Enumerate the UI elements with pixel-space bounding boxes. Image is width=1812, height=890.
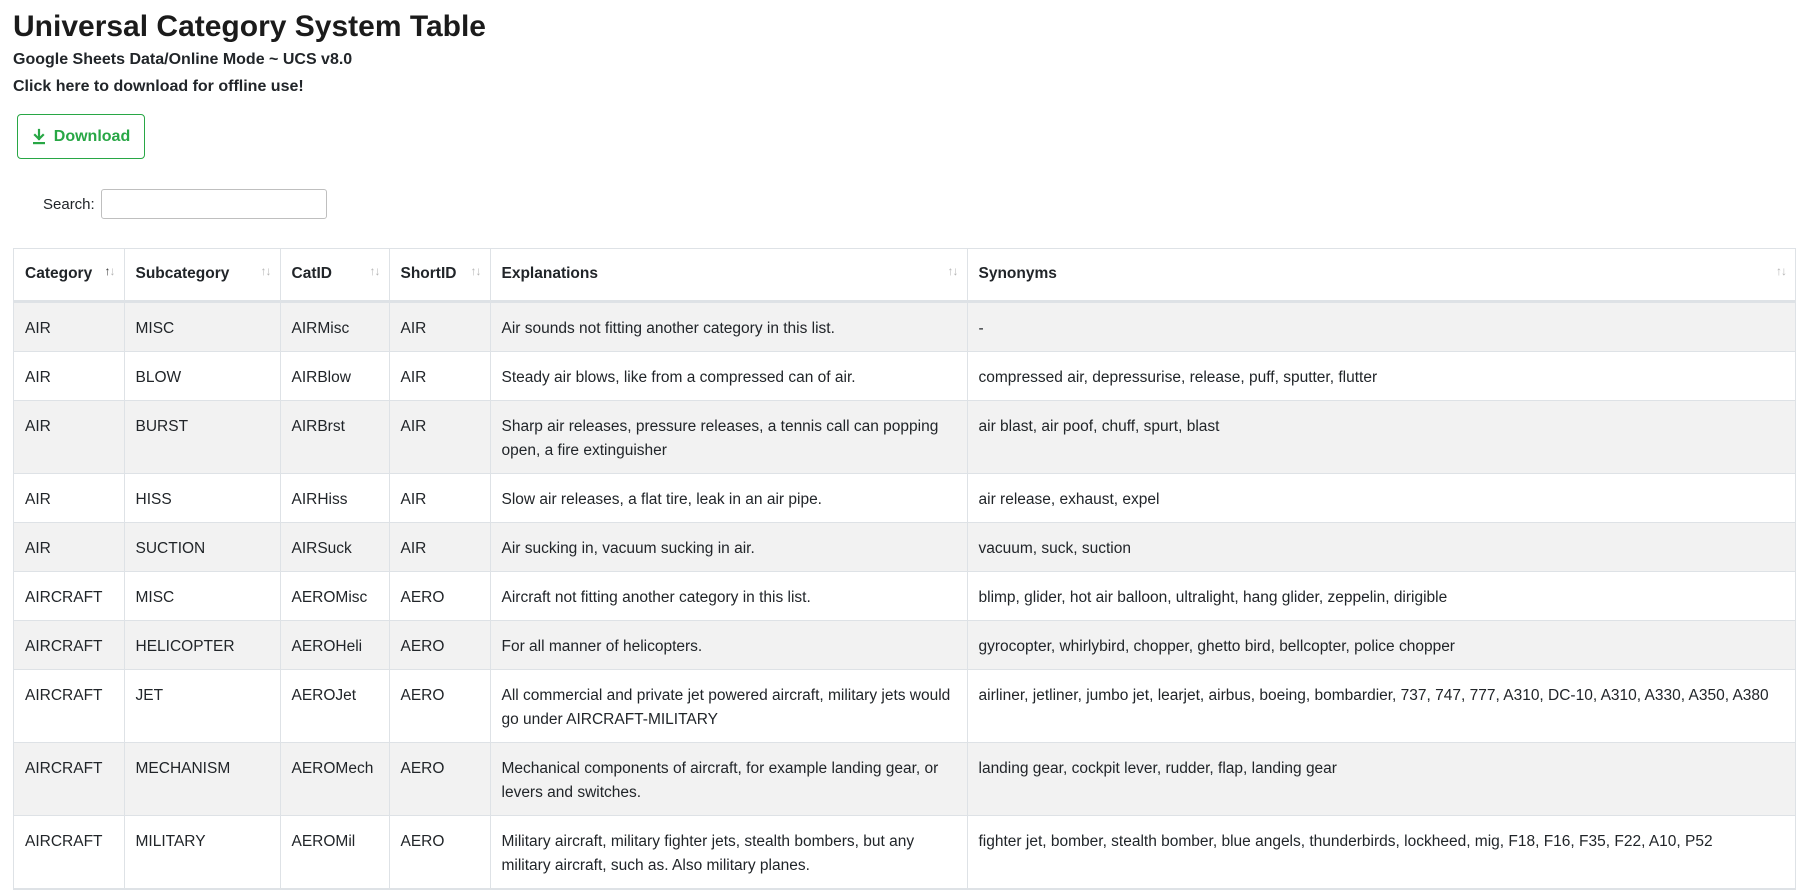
cell-synonyms: blimp, glider, hot air balloon, ultralight, hang glider, zeppelin, dirigible [967,571,1795,620]
category-table [14,249,1795,889]
table-row [14,400,1795,473]
cell-explanations: Slow air releases, a flat tire, leak in an air pipe. [490,473,967,522]
sort-arrows-icon[interactable]: ↑↓ [1776,264,1786,278]
cell-shortid: AIR [389,400,490,473]
cell-explanations: Aircraft not fitting another category in this list. [490,571,967,620]
column-header-explanations[interactable] [490,249,967,301]
table-row [14,522,1795,571]
table-row [14,669,1795,742]
column-header-catid[interactable] [280,249,389,301]
cell-catid: AEROJet [280,669,389,742]
cell-catid: AEROMisc [280,571,389,620]
cell-shortid: AERO [389,620,490,669]
cell-explanations: For all manner of helicopters. [490,620,967,669]
cell-category: AIRCRAFT [14,815,124,888]
cell-synonyms: gyrocopter, whirlybird, chopper, ghetto bird, bellcopter, police chopper [967,620,1795,669]
cell-subcategory: MISC [124,301,280,351]
column-header-label: Explanations [501,265,598,283]
table-row [14,571,1795,620]
column-header-label: Category [25,265,93,283]
cell-subcategory: MILITARY [124,815,280,888]
column-header-label: CatID [291,265,332,283]
cell-subcategory: SUCTION [124,522,280,571]
cell-synonyms: compressed air, depressurise, release, puff, sputter, flutter [967,351,1795,400]
cell-synonyms: vacuum, suck, suction [967,522,1795,571]
cell-subcategory: MISC [124,571,280,620]
table-row [14,301,1795,351]
table-row [14,815,1795,888]
cell-subcategory: BLOW [124,351,280,400]
cell-shortid: AERO [389,815,490,888]
cell-catid: AIRBrst [280,400,389,473]
page-title: Universal Category System Table [13,10,486,43]
cell-category: AIR [14,522,124,571]
category-table-container [13,248,1796,890]
cell-shortid: AIR [389,301,490,351]
cell-synonyms: airliner, jetliner, jumbo jet, learjet, airbus, boeing, bombardier, 737, 747, 777, A310, DC-10, A310, A330, A350, A380 [967,669,1795,742]
table-row [14,351,1795,400]
cell-category: AIRCRAFT [14,669,124,742]
sort-arrows-icon[interactable]: ↑↓ [369,264,380,278]
cell-shortid: AIR [389,473,490,522]
table-header [14,249,1795,301]
sort-arrows-icon[interactable]: ↑↓ [947,264,958,278]
cell-subcategory: MECHANISM [124,742,280,815]
cell-catid: AIRBlow [280,351,389,400]
column-header-shortid[interactable] [389,249,490,301]
cell-catid: AIRSuck [280,522,389,571]
download-icon [32,129,46,145]
cell-synonyms: fighter jet, bomber, stealth bomber, blue angels, thunderbirds, lockheed, mig, F18, F16, F35, F22, A10, P52 [967,815,1795,888]
offline-download-text: Click here to download for offline use! [13,78,304,95]
page-subtitle: Google Sheets Data/Online Mode ~ UCS v8.0 [13,51,353,68]
column-header-synonyms[interactable] [967,249,1795,301]
cell-catid: AIRMisc [280,301,389,351]
cell-explanations: Air sounds not fitting another category in this list. [490,301,967,351]
cell-catid: AEROMech [280,742,389,815]
cell-shortid: AERO [389,571,490,620]
table-header-row [14,249,1795,301]
cell-subcategory: HISS [124,473,280,522]
download-label: Download [53,127,131,145]
sort-arrows-icon[interactable]: ↑↓ [104,264,115,278]
sort-arrows-icon[interactable]: ↑↓ [260,264,271,278]
cell-category: AIRCRAFT [14,620,124,669]
column-header-category[interactable] [14,249,124,301]
table-body [14,301,1795,888]
column-header-label: ShortID [400,265,457,283]
cell-catid: AIRHiss [280,473,389,522]
column-header-label: Synonyms [978,265,1057,283]
column-header-label: Subcategory [135,265,230,283]
cell-explanations: Steady air blows, like from a compressed can of air. [490,351,967,400]
cell-category: AIRCRAFT [14,571,124,620]
cell-subcategory: JET [124,669,280,742]
cell-explanations: Military aircraft, military fighter jets, stealth bombers, but any military aircraft, such as. Also military planes. [490,815,967,888]
search-input[interactable] [101,189,327,219]
cell-category: AIRCRAFT [14,742,124,815]
cell-explanations: Sharp air releases, pressure releases, a tennis call can popping open, a fire extinguisher [490,400,967,473]
cell-shortid: AIR [389,351,490,400]
cell-category: AIR [14,301,124,351]
cell-subcategory: BURST [124,400,280,473]
column-header-subcategory[interactable] [124,249,280,301]
cell-explanations: Air sucking in, vacuum sucking in air. [490,522,967,571]
cell-explanations: All commercial and private jet powered aircraft, military jets would go under AIRCRAFT-MILITARY [490,669,967,742]
cell-category: AIR [14,473,124,522]
search-label: Search: [43,195,95,213]
cell-shortid: AERO [389,669,490,742]
table-row [14,742,1795,815]
cell-catid: AEROMil [280,815,389,888]
cell-shortid: AIR [389,522,490,571]
sort-arrows-icon[interactable]: ↑↓ [470,264,481,278]
download-button[interactable] [17,114,145,159]
cell-category: AIR [14,400,124,473]
cell-synonyms: - [967,301,1795,351]
cell-synonyms: air blast, air poof, chuff, spurt, blast [967,400,1795,473]
table-row [14,473,1795,522]
cell-category: AIR [14,351,124,400]
cell-subcategory: HELICOPTER [124,620,280,669]
cell-synonyms: air release, exhaust, expel [967,473,1795,522]
cell-synonyms: landing gear, cockpit lever, rudder, flap, landing gear [967,742,1795,815]
table-row [14,620,1795,669]
cell-explanations: Mechanical components of aircraft, for example landing gear, or levers and switches. [490,742,967,815]
cell-shortid: AERO [389,742,490,815]
cell-catid: AEROHeli [280,620,389,669]
search-bar [43,189,327,219]
